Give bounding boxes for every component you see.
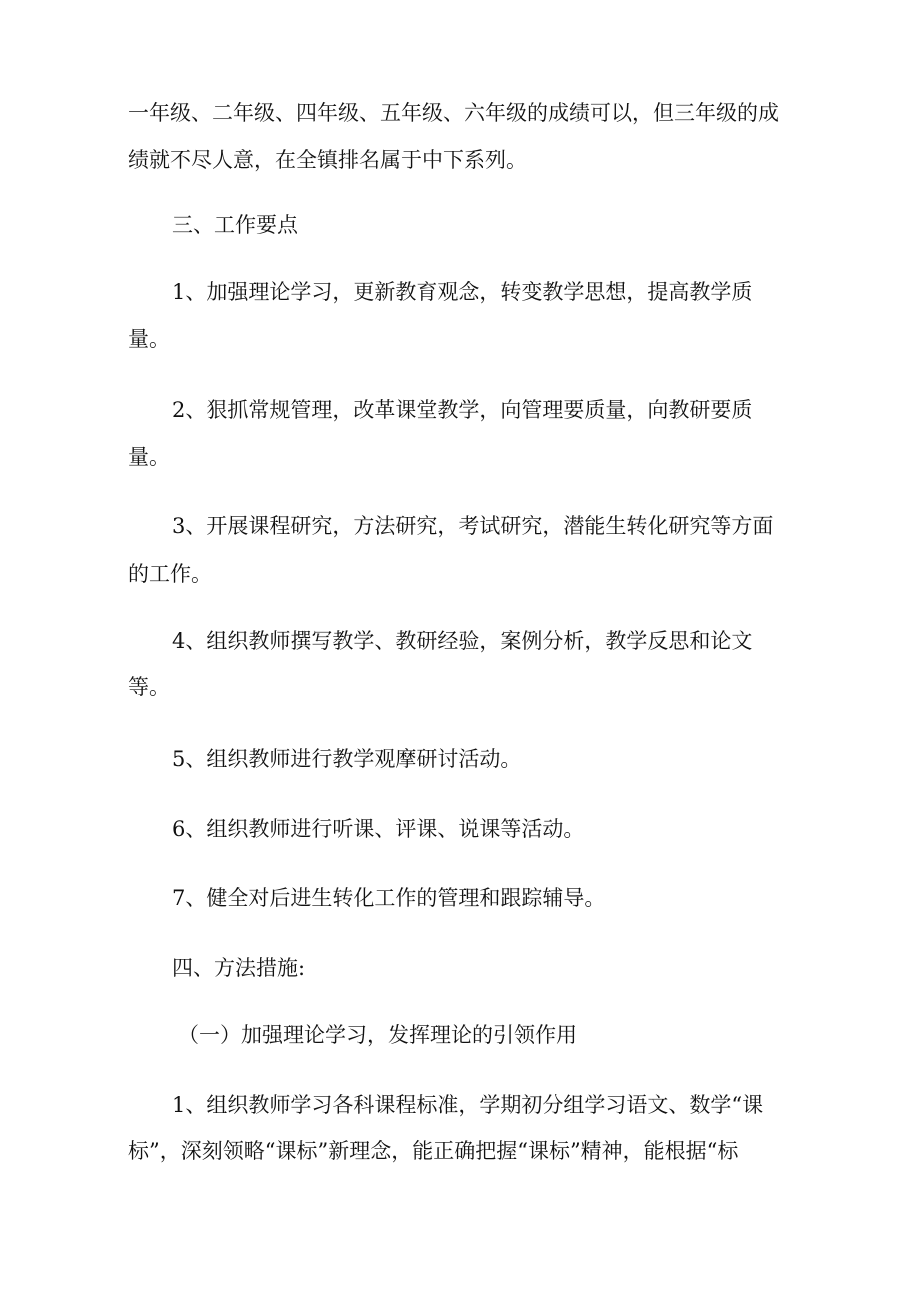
paragraph-line: 标”，深刻领略“课标”新理念，能正确把握“课标”精神，能根据“标: [128, 1139, 739, 1163]
paragraph-line: 绩就不尽人意，在全镇排名属于中下系列。: [128, 148, 527, 172]
subsection-heading: （一）加强理论学习，发挥理论的引领作用: [178, 1023, 577, 1047]
list-item-line: 等。: [128, 675, 170, 699]
section-heading: 三、工作要点: [172, 213, 298, 237]
list-item-line: 7、健全对后进生转化工作的管理和跟踪辅导。: [172, 886, 606, 910]
list-item-line: 4、组织教师撰写教学、教研经验，案例分析，教学反思和论文: [172, 629, 753, 653]
list-item-line: 3、开展课程研究，方法研究，考试研究，潜能生转化研究等方面: [172, 514, 774, 538]
paragraph-line: 一年级、二年级、四年级、五年级、六年级的成绩可以，但三年级的成: [128, 101, 779, 125]
list-item-line: 6、组织教师进行听课、评课、说课等活动。: [172, 817, 585, 841]
list-item-line: 量。: [128, 327, 170, 351]
section-heading: 四、方法措施:: [172, 956, 306, 980]
list-item-line: 2、狠抓常规管理，改革课堂教学，向管理要质量，向教研要质: [172, 398, 753, 422]
list-item-line: 量。: [128, 445, 170, 469]
list-item-line: 的工作。: [128, 562, 212, 586]
list-item-line: 1、加强理论学习，更新教育观念，转变教学思想，提高教学质: [172, 280, 753, 304]
paragraph-line: 1、组织教师学习各科课程标准，学期初分组学习语文、数学“课: [172, 1093, 764, 1117]
list-item-line: 5、组织教师进行教学观摩研讨活动。: [172, 747, 522, 771]
